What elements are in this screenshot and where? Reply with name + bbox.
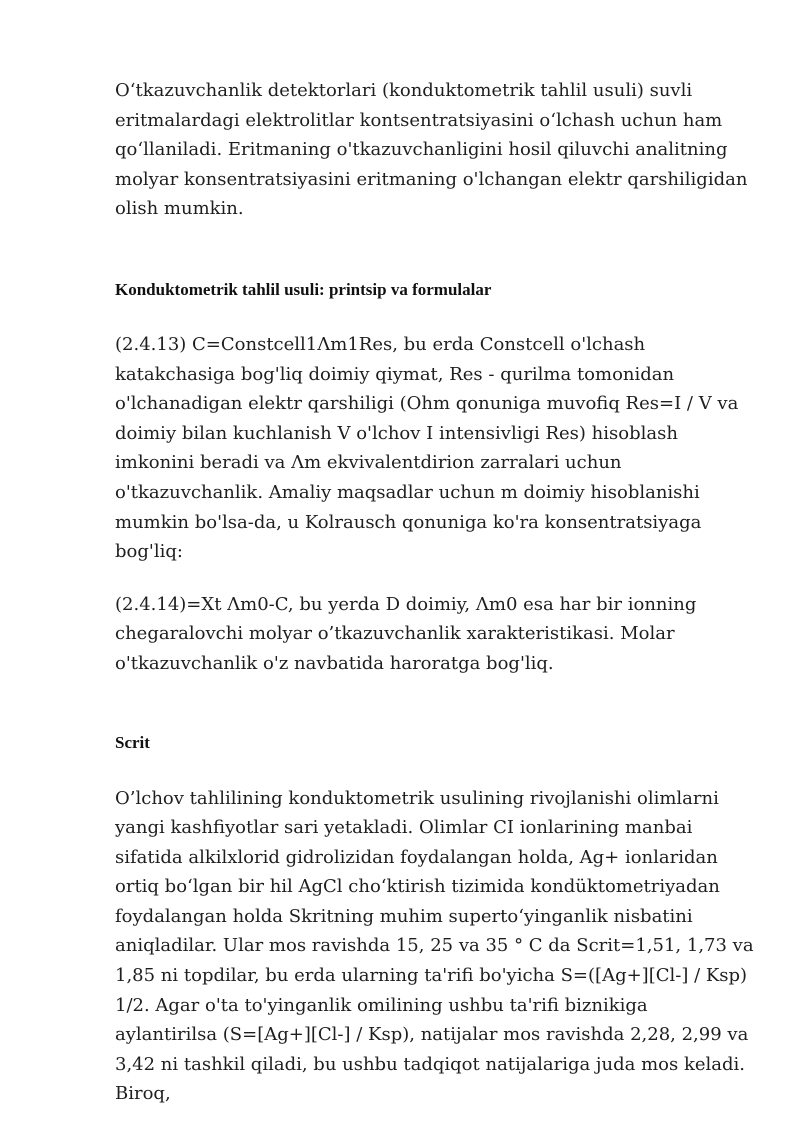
paragraph-scrit: O’lchov tahlilining konduktometrik usulining rivojlanishi olimlarni yangi kashfiyotlar sari yetakladi. Olimlar CI ionlarining manbai sifatida alkilxlorid gidrolizidan foydalangan holda, Ag+ ionlaridan ortiq bo‘lgan bir hil AgCl cho‘ktirish tizimida kondüktometriyadan foydalangan holda Skritning muhim superto‘yinganlik nisbatini aniqladilar. Ular mos ravishda 15, 25 va 35 ° C da Scrit=1,51, 1,73 va 1,85 ni topdilar, bu erda ularning ta'rifi bo'yicha S=([Ag+][Cl-] / Ksp) 1/2. Agar o'ta to'yinganlik omilining ushbu ta'rifi biznikiga aylantirilsa (S=[Ag+][Cl-] / Ksp), natijalar mos ravishda 2,28, 2,99 va 3,42 ni tashkil qiladi, bu ushbu tadqiqot natijalariga juda mos keladi. Biroq,: [115, 787, 754, 1105]
paragraph-intro: O‘tkazuvchanlik detektorlari (konduktometrik tahlil usuli) suvli eritmalardagi elektrolitlar kontsentratsiyasini o‘lchash uchun ham qo‘llaniladi. Eritmaning o'tkazuvchanligini hosil qiluvchi analitning molyar konsentratsiyasini eritmaning o'lchangan elektr qarshiligidan olish mumkin.: [115, 80, 748, 220]
section-heading-scrit: Scrit: [115, 732, 150, 752]
document-page: [115, 76, 755, 1109]
section-heading-principles: Konduktometrik tahlil usuli: printsip va formulalar: [115, 279, 492, 299]
paragraph-formula-2-4-14: (2.4.14)=Xt Λm0-C, bu yerda D doimiy, Λm0 esa har bir ionning chegaralovchi molyar o’tkazuvchanlik xarakteristikasi. Molar o'tkazuvchanlik o'z navbatida haroratga bog'liq.: [115, 593, 697, 674]
paragraph-formula-2-4-13: (2.4.13) C=Constcell1Λm1Res, bu erda Constcell o'lchash katakchasiga bog'liq doimiy qiymat, Res - qurilma tomonidan o'lchanadigan elektr qarshiligi (Ohm qonuniga muvofiq Res=I / V va doimiy bilan kuchlanish V o'lchov I intensivligi Res) hisoblash imkonini beradi va Λm ekvivalentdirion zarralari uchun o'tkazuvchanlik. Amaliy maqsadlar uchun m doimiy hisoblanishi mumkin bo'lsa-da, u Kolrausch qonuniga ko'ra konsentratsiyaga bog'liq:: [115, 333, 739, 563]
